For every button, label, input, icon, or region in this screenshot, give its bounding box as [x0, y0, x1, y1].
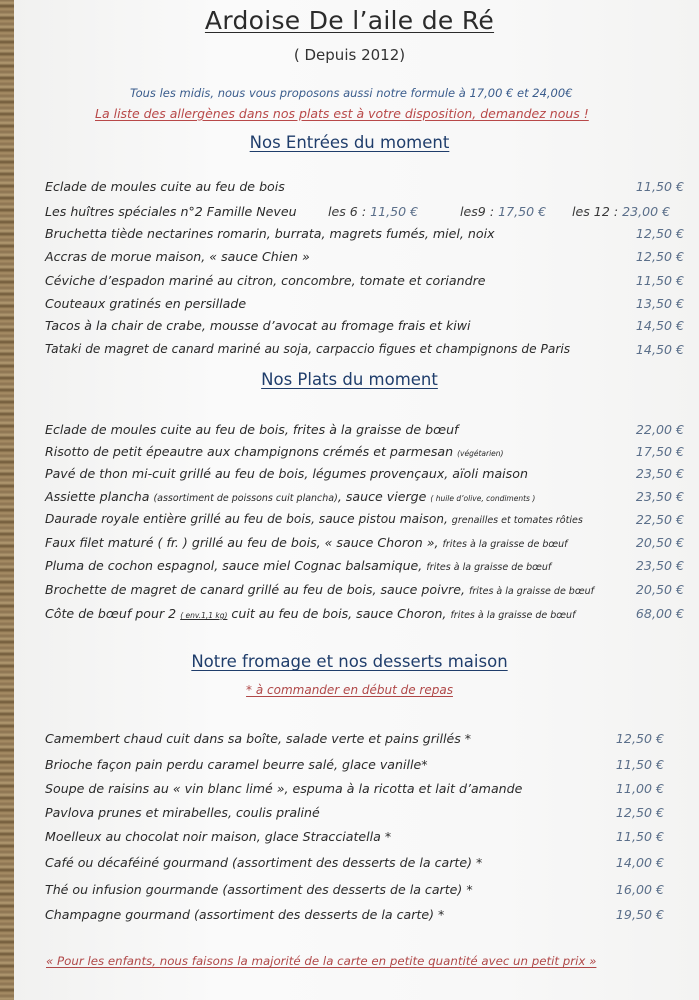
- item-name: Côte de bœuf pour 2 ( env.1,1 kg) cuit au feu de bois, sauce Choron, frites à la graisse de bœuf: [45, 606, 576, 621]
- item-price: 22,50 €: [635, 512, 684, 527]
- oyster-option-6: les 6 : 11,50 €: [328, 204, 419, 219]
- item-price: 11,50 €: [635, 179, 684, 194]
- children-note: « Pour les enfants, nous faisons la majorité de la carte en petite quantité avec un petit prix »: [46, 954, 597, 968]
- menu-item: [45, 757, 684, 777]
- item-name: Les huîtres spéciales n°2 Famille Neveu: [45, 204, 297, 219]
- section-title-entrees: Nos Entrées du moment: [249, 133, 450, 152]
- menu-item: [45, 606, 684, 626]
- item-price: 14,50 €: [635, 342, 684, 357]
- menu-item: [45, 882, 684, 902]
- item-price: 16,00 €: [615, 882, 664, 897]
- menu-item: [45, 249, 684, 269]
- oyster-option-9: les9 : 17,50 €: [460, 204, 547, 219]
- item-price: 14,00 €: [615, 855, 664, 870]
- item-price: 11,50 €: [615, 829, 664, 844]
- menu-item: [45, 226, 684, 246]
- item-price: 23,50 €: [635, 558, 684, 573]
- item-name: Tataki de magret de canard mariné au soja, carpaccio figues et champignons de Paris: [45, 342, 571, 356]
- menu-item: [45, 829, 684, 849]
- item-name: Moelleux au chocolat noir maison, glace Stracciatella *: [45, 829, 392, 844]
- menu-item: [45, 466, 684, 486]
- item-name: Pavlova prunes et mirabelles, coulis praliné: [45, 805, 320, 820]
- item-name: Soupe de raisins au « vin blanc limé », espuma à la ricotta et lait d’amande: [45, 781, 523, 796]
- allergen-note: La liste des allergènes dans nos plats est à votre disposition, demandez nous !: [95, 106, 589, 121]
- item-name: Brochette de magret de canard grillé au feu de bois, sauce poivre, frites à la graisse de bœuf: [45, 582, 594, 597]
- item-name: Risotto de petit épeautre aux champignons crémés et parmesan (végétarien): [45, 444, 504, 459]
- section-title-plats: Nos Plats du moment: [261, 370, 438, 389]
- menu-item: [45, 855, 684, 875]
- menu-item: [45, 422, 684, 442]
- menu-item: [45, 907, 684, 927]
- since-year: ( Depuis 2012): [293, 46, 406, 64]
- menu-item: [45, 489, 684, 509]
- item-price: 12,50 €: [635, 249, 684, 264]
- section-title-desserts: Notre fromage et nos desserts maison: [191, 652, 508, 671]
- menu-item: [45, 582, 684, 602]
- item-price: 11,50 €: [635, 273, 684, 288]
- item-name: Accras de morue maison, « sauce Chien »: [45, 249, 310, 264]
- item-name: Couteaux gratinés en persillade: [45, 296, 247, 311]
- item-price: 68,00 €: [635, 606, 684, 621]
- item-name: Faux filet maturé ( fr. ) grillé au feu de bois, « sauce Choron », frites à la graisse de bœuf: [45, 535, 568, 550]
- menu-item: [45, 512, 684, 532]
- menu-item: [45, 805, 684, 825]
- menu-item: [45, 781, 684, 801]
- item-name: Pluma de cochon espagnol, sauce miel Cognac balsamique, frites à la graisse de bœuf: [45, 558, 552, 573]
- item-price: 23,50 €: [635, 489, 684, 504]
- item-price: 11,00 €: [615, 781, 664, 796]
- item-price: 11,50 €: [615, 757, 664, 772]
- menu-item-oysters: [45, 204, 684, 224]
- item-price: 19,50 €: [615, 907, 664, 922]
- item-name: Brioche façon pain perdu caramel beurre salé, glace vanille*: [45, 757, 428, 772]
- item-name: Eclade de moules cuite au feu de bois: [45, 179, 285, 194]
- item-name: Pavé de thon mi-cuit grillé au feu de bois, légumes provençaux, aïoli maison: [45, 466, 528, 481]
- item-price: 12,50 €: [615, 731, 664, 746]
- item-price: 12,50 €: [635, 226, 684, 241]
- menu-item: [45, 342, 684, 362]
- item-name: Bruchetta tiède nectarines romarin, burrata, magrets fumés, miel, noix: [45, 226, 495, 241]
- item-name: Assiette plancha (assortiment de poissons cuit plancha), sauce vierge ( huile d’olive, condiments ): [45, 489, 536, 504]
- item-price: 17,50 €: [635, 444, 684, 459]
- menu-item: [45, 273, 684, 293]
- item-name: Thé ou infusion gourmande (assortiment des desserts de la carte) *: [45, 882, 473, 897]
- item-name: Céviche d’espadon mariné au citron, concombre, tomate et coriandre: [45, 273, 486, 288]
- item-name: Camembert chaud cuit dans sa boîte, salade verte et pains grillés *: [45, 731, 472, 746]
- menu-item: [45, 179, 684, 199]
- item-price: 12,50 €: [615, 805, 664, 820]
- menu-item: [45, 296, 684, 316]
- item-price: 20,50 €: [635, 582, 684, 597]
- lunch-formula-note: Tous les midis, nous vous proposons aussi notre formule à 17,00 € et 24,00€: [130, 86, 573, 100]
- item-price: 14,50 €: [635, 318, 684, 333]
- item-name: Eclade de moules cuite au feu de bois, frites à la graisse de bœuf: [45, 422, 459, 437]
- item-name: Café ou décaféiné gourmand (assortiment des desserts de la carte) *: [45, 855, 483, 870]
- item-price: 23,50 €: [635, 466, 684, 481]
- menu-item: [45, 444, 684, 464]
- item-price: 13,50 €: [635, 296, 684, 311]
- item-name: Tacos à la chair de crabe, mousse d’avocat au fromage frais et kiwi: [45, 318, 471, 333]
- menu-item: [45, 535, 684, 555]
- item-price: 22,00 €: [635, 422, 684, 437]
- order-early-note: * à commander en début de repas: [246, 683, 453, 697]
- item-name: Daurade royale entière grillé au feu de bois, sauce pistou maison, grenailles et tomates rôties: [45, 512, 583, 526]
- item-price: 20,50 €: [635, 535, 684, 550]
- restaurant-title: Ardoise De l’aile de Ré: [204, 6, 495, 35]
- menu-item: [45, 558, 684, 578]
- menu-item: [45, 318, 684, 338]
- menu-item: [45, 731, 684, 751]
- oyster-option-12: les 12 : 23,00 €: [572, 204, 671, 219]
- item-name: Champagne gourmand (assortiment des desserts de la carte) *: [45, 907, 445, 922]
